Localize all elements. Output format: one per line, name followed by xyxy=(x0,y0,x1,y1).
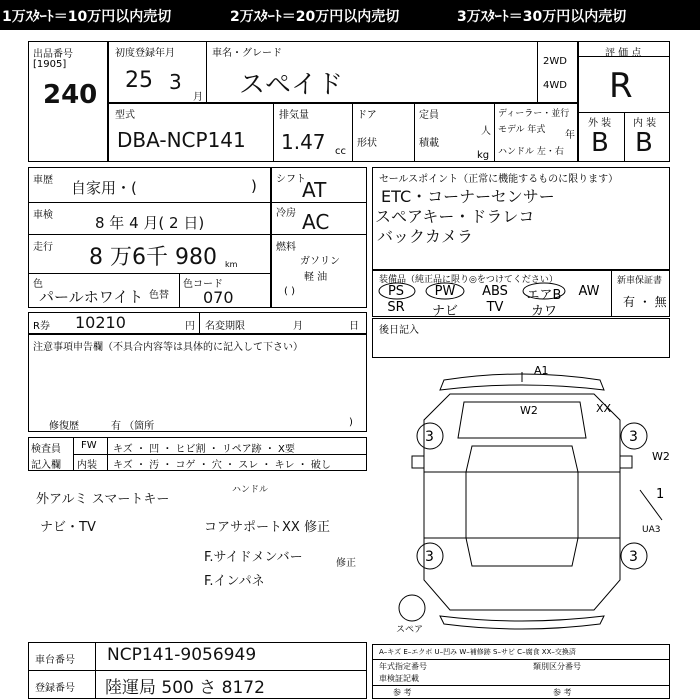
later-entry-box xyxy=(372,318,670,358)
legend-item: 類別区分番号 xyxy=(533,662,581,671)
grade-interior: B xyxy=(635,128,653,158)
recycle-value: 10210 xyxy=(75,313,126,332)
registration-label: 初度登録年月 xyxy=(115,48,175,59)
fw-items: キズ ・ 凹 ・ ヒビ割 ・ リペア跡 ・ X要 xyxy=(113,444,295,455)
displacement-value: 1.47 xyxy=(281,130,326,154)
grade-box xyxy=(578,41,670,162)
load-unit: kg xyxy=(477,150,490,161)
sales-point-item: ETC・コーナーセンサー xyxy=(381,187,555,206)
ac-label: 冷房 xyxy=(276,208,296,219)
equip-sr: SR xyxy=(387,300,405,315)
drive-4wd: 4WD xyxy=(543,80,567,91)
tire-front-left: 3 xyxy=(425,429,434,445)
dealer-label: ディーラー・並行 xyxy=(498,109,570,119)
mark-right-door: 1 xyxy=(656,487,665,502)
lot-box xyxy=(28,41,108,162)
recycle-row xyxy=(28,312,367,334)
equipment-circles xyxy=(373,271,611,318)
usage-close: ) xyxy=(251,177,257,195)
mileage-value: 8 万6千 980 xyxy=(89,245,217,270)
checker-label: 検査員 xyxy=(31,444,61,455)
checker-box xyxy=(28,437,367,471)
legend-item: 参 考 xyxy=(393,688,412,697)
equip-pw: PW xyxy=(434,284,456,299)
spare-label: スペア xyxy=(396,625,424,635)
recycle-label: R券 xyxy=(33,321,50,332)
legend-item: 参 考 xyxy=(553,688,572,697)
equip-ps: PS xyxy=(387,284,405,299)
plate-label: 登録番号 xyxy=(35,683,75,694)
chassis-value: NCP141-9056949 xyxy=(107,645,257,665)
legend-row-label: 車検証記載 xyxy=(379,674,419,683)
color-value: パールホワイト xyxy=(39,288,144,306)
sales-point-item: スペアキー・ドラレコ xyxy=(375,207,535,226)
model-year-unit: 年 xyxy=(565,130,575,141)
grade-exterior-label: 外 装 xyxy=(588,118,612,129)
interior-label: 内装 xyxy=(77,460,97,471)
later-entry-label: 後日記入 xyxy=(379,325,419,336)
color-label: 色 xyxy=(33,279,43,290)
ac-value: AC xyxy=(302,210,330,234)
damage-diagram xyxy=(372,360,670,640)
equip-tv: TV xyxy=(486,300,504,315)
chassis-label: 車台番号 xyxy=(35,655,75,666)
legend-box xyxy=(372,644,670,699)
registration-month: 3 xyxy=(169,70,182,94)
load-label: 積載 xyxy=(419,138,439,149)
shift-value: AT xyxy=(302,178,327,202)
remark-line: 修正 xyxy=(336,558,356,569)
repair-value: 有 （箇所 xyxy=(111,421,155,432)
tire-rear-right: 3 xyxy=(629,549,638,565)
handle-label: ハンドル 左・右 xyxy=(498,147,564,157)
checker-entry-label: 記入欄 xyxy=(31,460,61,471)
legend-text: A–キズ E–エクボ U–凹み W–補修跡 S–サビ C–腐食 XX–交換済 xyxy=(379,648,576,656)
mark-hood: W2 xyxy=(520,404,538,417)
capacity-label: 定員 xyxy=(419,110,439,121)
mark-fender: XX xyxy=(596,402,612,415)
color-code: 070 xyxy=(203,288,234,307)
equip-navi: ナビ xyxy=(431,304,458,319)
type-label: 型式 xyxy=(115,110,135,121)
grade-score: R xyxy=(609,66,633,106)
equipment-box xyxy=(372,270,670,317)
color-code-label: 色コード xyxy=(183,279,223,290)
repair-close: ) xyxy=(349,417,353,428)
banner-tier-1: 1万ｽﾀｰﾄ＝10万円以内売切 xyxy=(2,9,172,25)
fuel-diesel: 軽 油 xyxy=(304,272,328,283)
name-change-label: 名変期限 xyxy=(205,321,245,332)
mark-front-bumper: A1 xyxy=(534,364,549,377)
drive-2wd: 2WD xyxy=(543,56,567,67)
color-change-label: 色替 xyxy=(149,290,169,301)
fuel-gas: ガソリン xyxy=(300,256,340,267)
handle-note: ハンドル xyxy=(232,485,269,495)
equip-airbag: エアB xyxy=(526,288,562,303)
displacement-label: 排気量 xyxy=(279,110,309,121)
shift-label: シフト xyxy=(276,174,306,185)
chassis-box xyxy=(28,642,367,699)
lot-number: 240 xyxy=(43,80,98,110)
lot-label: 出品番号 xyxy=(33,49,73,60)
capacity-unit: 人 xyxy=(481,126,491,137)
equipment-label: 装備品（純正品に限り◎をつけてください） xyxy=(379,275,558,285)
interior-items: キズ ・ 汚 ・ コゲ ・ 穴 ・ スレ ・ キレ ・ 破し xyxy=(113,460,331,471)
recycle-unit: 円 xyxy=(185,321,195,332)
mark-right-rear: UA3 xyxy=(642,525,661,535)
remark-line: 外アルミ スマートキー xyxy=(36,492,170,507)
sales-points-label: セールスポイント（正常に機能するものに限ります） xyxy=(379,174,619,185)
header-row xyxy=(108,41,578,103)
equip-leather: カワ xyxy=(530,304,557,319)
tire-rear-left: 3 xyxy=(425,549,434,565)
name-change-day: 日 xyxy=(349,321,359,332)
model-name: スペイド xyxy=(239,70,344,100)
banner-tier-3: 3万ｽﾀｰﾄ＝30万円以内売切 xyxy=(457,9,627,25)
tire-front-right: 3 xyxy=(629,429,638,445)
repair-label: 修復歴 xyxy=(49,421,79,432)
history-box xyxy=(28,167,271,308)
fuel-other: ( ) xyxy=(284,286,295,297)
type-value: DBA-NCP141 xyxy=(117,128,246,152)
remark-line: コアサポートXX 修正 xyxy=(204,520,330,535)
fuel-label: 燃料 xyxy=(276,242,296,253)
registration-year: 25 xyxy=(125,68,153,93)
plate-value: 陸運局 500 さ 8172 xyxy=(105,678,265,698)
auction-banner xyxy=(0,0,700,30)
remark-line: F.インパネ xyxy=(204,574,265,589)
equip-abs: ABS xyxy=(482,284,508,299)
warranty-label: 新車保証書 xyxy=(617,276,663,286)
banner-tier-2: 2万ｽﾀｰﾄ＝20万円以内売切 xyxy=(230,9,400,25)
model-year-label: モデル 年式 xyxy=(498,125,546,135)
remark-line: ナビ・TV xyxy=(40,520,96,535)
legend-item: 年式指定番号 xyxy=(379,662,427,671)
lot-code: [1905] xyxy=(33,59,67,70)
sales-point-item: バックカメラ xyxy=(377,227,474,246)
mileage-label: 走行 xyxy=(33,242,53,253)
mark-right-side: W2 xyxy=(652,450,670,463)
inspection-label: 車検 xyxy=(33,210,53,221)
registration-month-unit: 月 xyxy=(193,92,203,103)
remark-line: F.サイドメンバー xyxy=(204,550,303,565)
mileage-unit: km xyxy=(225,260,238,269)
type-row xyxy=(108,103,578,162)
grade-interior-label: 内 装 xyxy=(633,118,657,129)
name-change-month: 月 xyxy=(293,321,303,332)
displacement-unit: cc xyxy=(335,146,346,157)
inspection-value: 8 年 4 月( 2 日) xyxy=(95,214,205,232)
shape-label: 形状 xyxy=(357,138,377,149)
grade-exterior: B xyxy=(591,128,609,158)
equip-aw: AW xyxy=(578,284,600,299)
fw-label: FW xyxy=(81,440,97,451)
notes-box xyxy=(28,334,367,432)
door-label: ドア xyxy=(357,110,377,121)
notes-label: 注意事項申告欄（不具合内容等は具体的に記入して下さい） xyxy=(33,342,303,353)
model-label: 車名・グレード xyxy=(212,48,282,59)
sales-points-box xyxy=(372,167,670,270)
grade-label: 評 価 点 xyxy=(605,48,642,59)
shift-box xyxy=(271,167,367,308)
usage-value: 自家用・( xyxy=(71,179,137,197)
warranty-value: 有 ・ 無 xyxy=(623,295,667,309)
usage-label: 車歴 xyxy=(33,175,53,186)
